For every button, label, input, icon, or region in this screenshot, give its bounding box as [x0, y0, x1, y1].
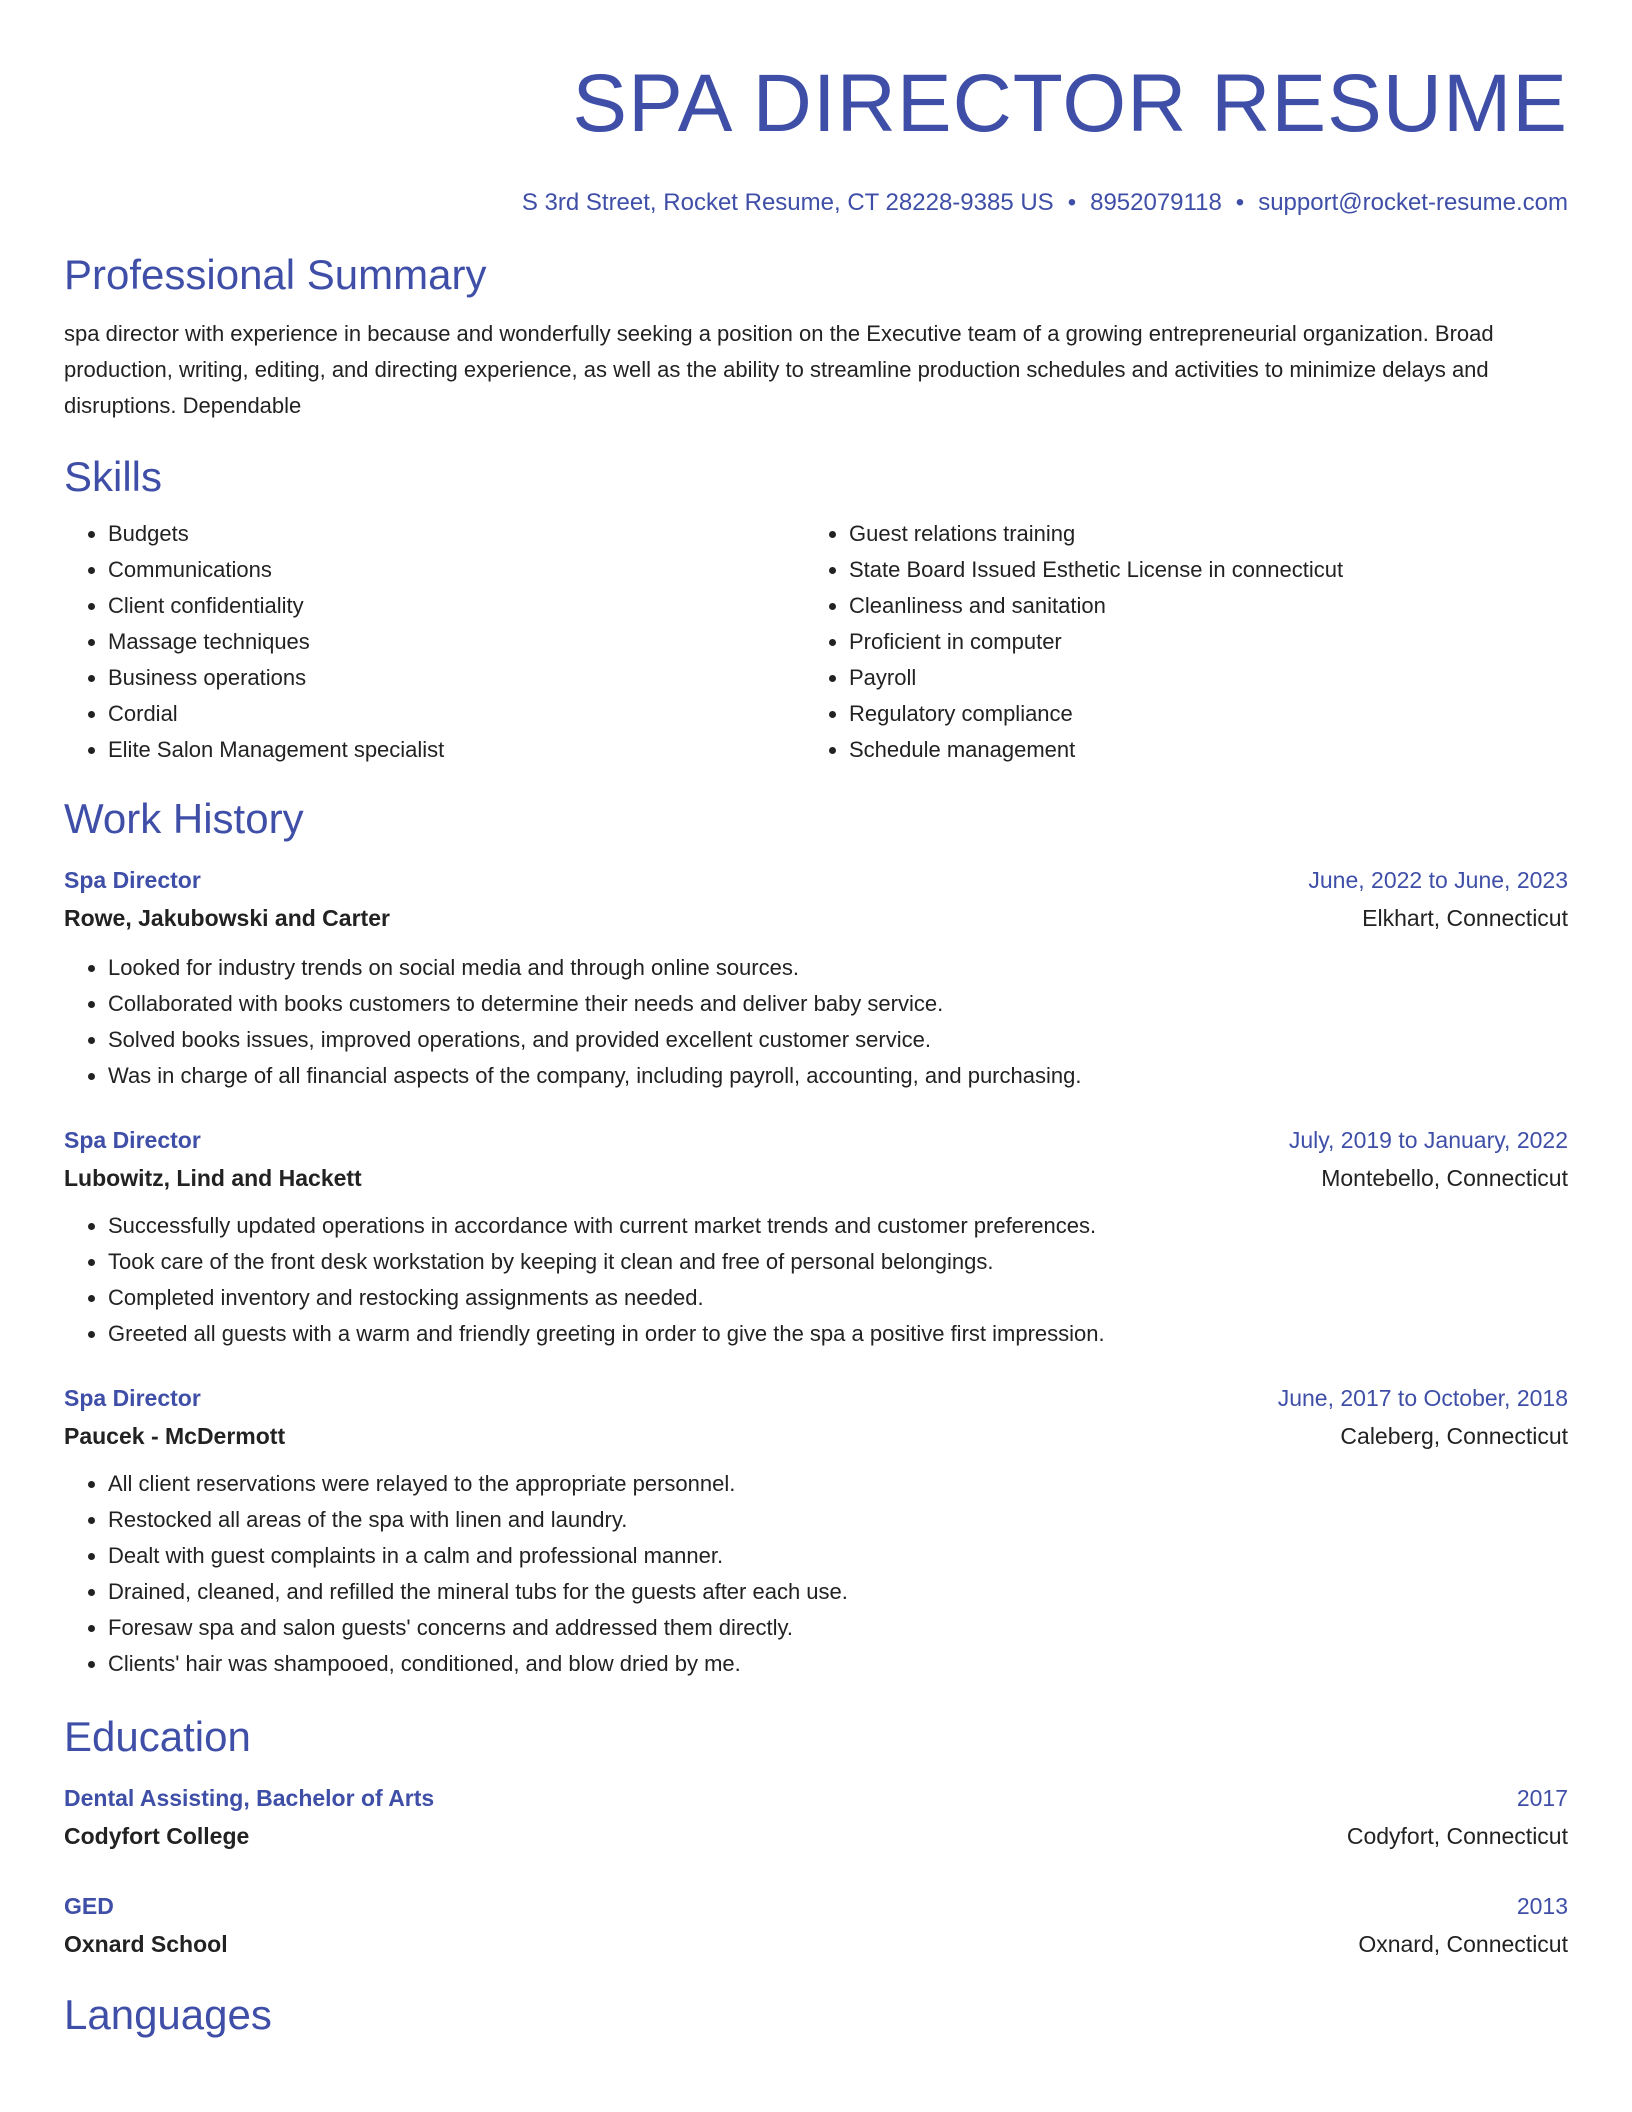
education-year: 2017: [1516, 1785, 1568, 1811]
skill-item: • Elite Salon Management specialist: [108, 732, 805, 768]
job-location: Caleberg, Connecticut: [1340, 1423, 1568, 1449]
contact-phone: 8952079118: [1090, 189, 1222, 216]
education-year: 2013: [1516, 1893, 1568, 1919]
skill-item: • Guest relations training: [849, 516, 1546, 552]
work-history-heading: Work History: [64, 795, 304, 842]
job-entry: [64, 1122, 1568, 1352]
skills-column-left: [64, 516, 805, 768]
skills-list: [64, 516, 1568, 768]
education-school: Codyfort College: [64, 1823, 250, 1849]
skill-item: • Budgets: [108, 516, 805, 552]
education-degree: GED: [64, 1893, 114, 1919]
skills-heading: Skills: [64, 453, 163, 500]
job-bullet: • Successfully updated operations in accordance with current market trends and customer preferences.: [108, 1208, 1568, 1244]
job-bullet: • Foresaw spa and salon guests' concerns and addressed them directly.: [108, 1610, 1568, 1646]
job-entry: [64, 1380, 1568, 1682]
education-entry: [64, 1780, 1568, 1856]
job-bullet: • Was in charge of all financial aspects of the company, including payroll, accounting, and purchasing.: [108, 1058, 1568, 1094]
skill-item: • Cleanliness and sanitation: [849, 588, 1546, 624]
resume-title: SPA DIRECTOR RESUME: [572, 58, 1568, 149]
education-location: Oxnard, Connecticut: [1358, 1931, 1568, 1957]
job-company: Rowe, Jakubowski and Carter: [64, 905, 390, 931]
job-bullet: • Dealt with guest complaints in a calm and professional manner.: [108, 1538, 1568, 1574]
job-role: Spa Director: [64, 1127, 201, 1153]
skill-item: • Communications: [108, 552, 805, 588]
job-bullet: • Clients' hair was shampooed, conditioned, and blow dried by me.: [108, 1646, 1568, 1682]
skill-item: • Massage techniques: [108, 624, 805, 660]
summary-text: spa director with experience in because and wonderfully seeking a position on the Executive team of a growing entrepreneurial organization. Broad production, writing, editing, and directing experience, as well as the ability to streamline production schedules and activities to minimize delays and disruptions. Dependable: [64, 321, 1494, 418]
skill-item: • State Board Issued Esthetic License in connecticut: [849, 552, 1546, 588]
job-bullet: • Drained, cleaned, and refilled the mineral tubs for the guests after each use.: [108, 1574, 1568, 1610]
job-bullet: • Restocked all areas of the spa with linen and laundry.: [108, 1502, 1568, 1538]
languages-heading: Languages: [64, 1991, 272, 2038]
contact-address: S 3rd Street, Rocket Resume, CT 28228-9385 US: [521, 189, 1054, 216]
job-role: Spa Director: [64, 1385, 201, 1411]
contact-line: [64, 188, 1568, 218]
job-dates: June, 2017 to October, 2018: [1277, 1385, 1568, 1411]
education-degree: Dental Assisting, Bachelor of Arts: [64, 1785, 435, 1811]
skill-item: • Proficient in computer: [849, 624, 1546, 660]
skill-item: • Client confidentiality: [108, 588, 805, 624]
job-dates: June, 2022 to June, 2023: [1308, 867, 1568, 893]
summary-heading: Professional Summary: [64, 251, 487, 298]
job-role: Spa Director: [64, 867, 201, 893]
skill-item: • Business operations: [108, 660, 805, 696]
skills-column-right: [805, 516, 1546, 768]
job-location: Elkhart, Connecticut: [1362, 905, 1568, 931]
education-location: Codyfort, Connecticut: [1346, 1823, 1568, 1849]
job-company: Paucek - McDermott: [64, 1423, 286, 1449]
job-bullet: • Completed inventory and restocking assignments as needed.: [108, 1280, 1568, 1316]
contact-separator: •: [1235, 189, 1245, 216]
job-bullet: • Solved books issues, improved operations, and provided excellent customer service.: [108, 1022, 1568, 1058]
contact-email: support@rocket-resume.com: [1258, 189, 1568, 216]
skill-item: • Payroll: [849, 660, 1546, 696]
job-company: Lubowitz, Lind and Hackett: [64, 1165, 362, 1191]
contact-separator: •: [1067, 189, 1077, 216]
skill-item: • Regulatory compliance: [849, 696, 1546, 732]
education-school: Oxnard School: [64, 1931, 228, 1957]
job-location: Montebello, Connecticut: [1321, 1165, 1568, 1191]
job-dates: July, 2019 to January, 2022: [1288, 1127, 1568, 1153]
education-entry: [64, 1888, 1568, 1964]
job-bullet: • Collaborated with books customers to determine their needs and deliver baby service.: [108, 986, 1568, 1022]
job-entry: [64, 862, 1568, 1094]
job-bullet: • Looked for industry trends on social media and through online sources.: [108, 950, 1568, 986]
job-bullet: • Greeted all guests with a warm and friendly greeting in order to give the spa a positive first impression.: [108, 1316, 1568, 1352]
skill-item: • Schedule management: [849, 732, 1546, 768]
skill-item: • Cordial: [108, 696, 805, 732]
job-bullet: • Took care of the front desk workstation by keeping it clean and free of personal belongings.: [108, 1244, 1568, 1280]
education-heading: Education: [64, 1713, 251, 1760]
job-bullet: • All client reservations were relayed to the appropriate personnel.: [108, 1466, 1568, 1502]
